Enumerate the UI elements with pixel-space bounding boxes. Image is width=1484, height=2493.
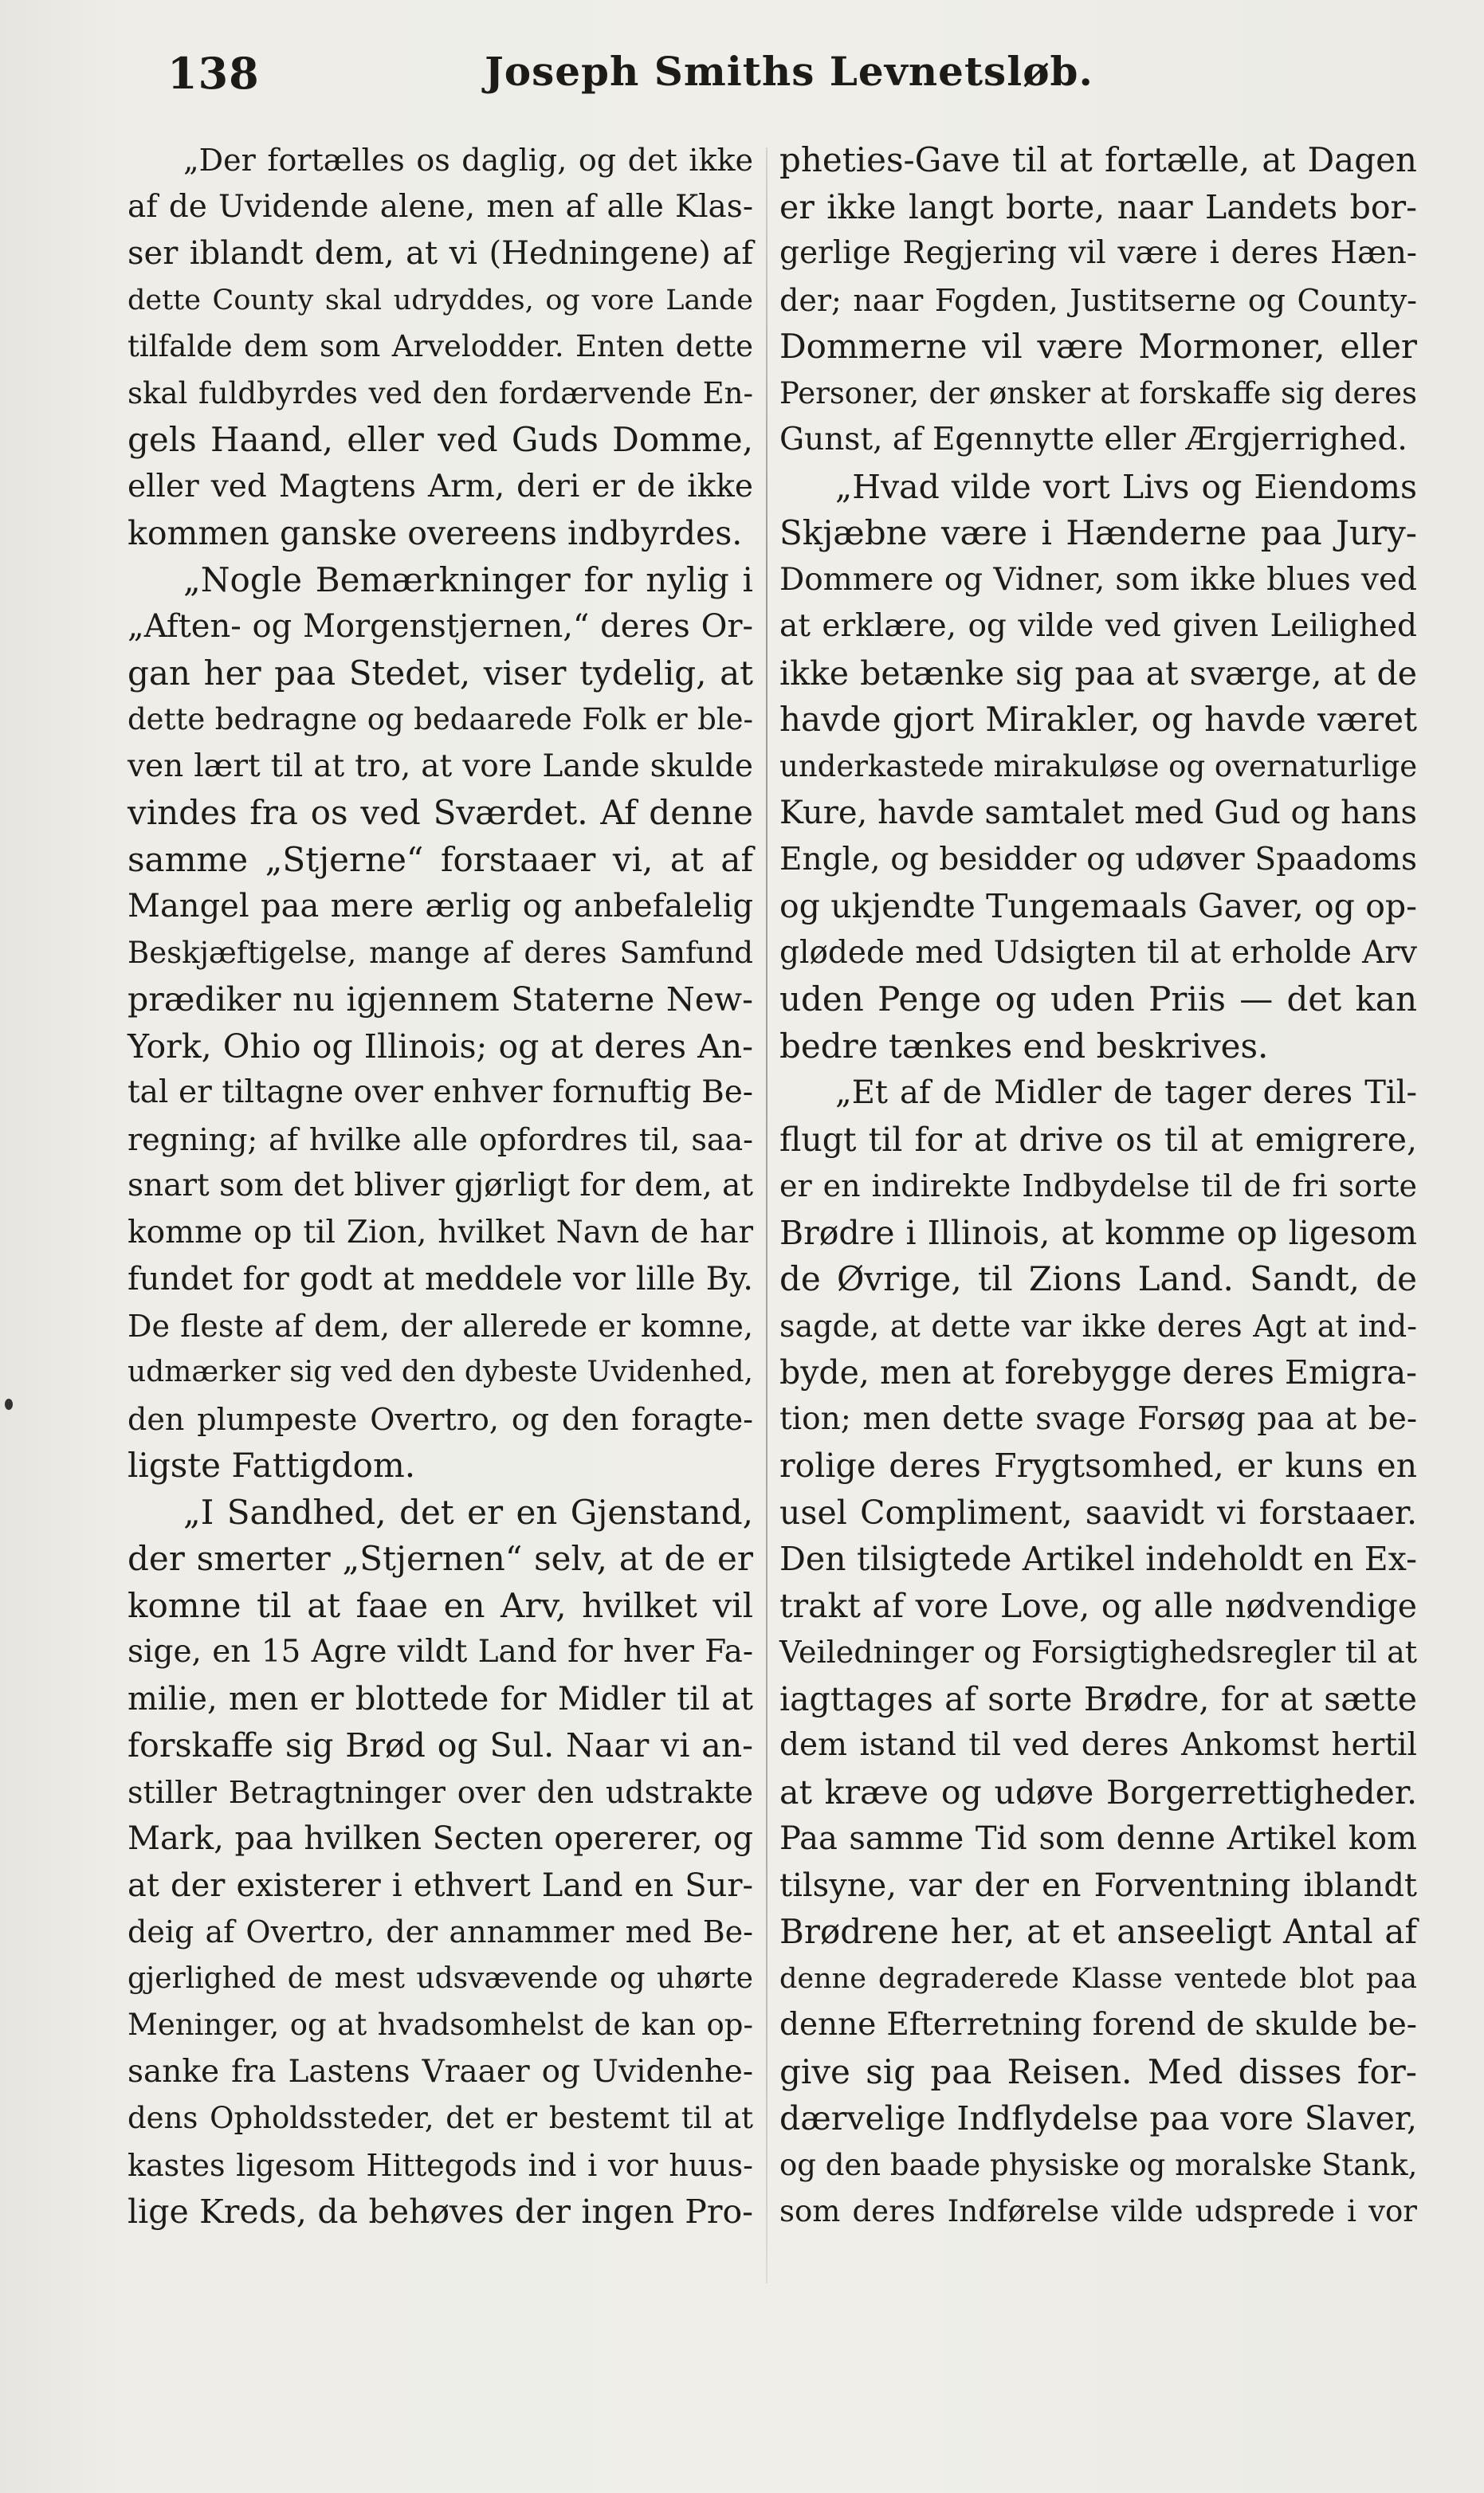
text-line: Beskjæftigelse, mange af deres Samfund	[128, 935, 753, 970]
text-line: rolige deres Frygtsomhed, er kuns en	[779, 1447, 1417, 1485]
text-line: „Nogle Bemærkninger for nylig i	[183, 559, 753, 599]
text-line: byde, men at forebygge deres Emigra-	[779, 1353, 1417, 1392]
left-text-column	[128, 137, 753, 2236]
text-line: „Der fortælles os daglig, og det ikke	[183, 143, 753, 178]
text-line: underkastede mirakuløse og overnaturlige	[779, 748, 1418, 783]
text-line: udmærker sig ved den dybeste Uvidenhed,	[128, 1356, 753, 1388]
text-line: kastes ligesom Hittegods ind i vor huus-	[128, 2147, 753, 2183]
text-line: Skjæbne være i Hænderne paa Jury-	[779, 513, 1417, 552]
text-line: som deres Indførelse vilde udsprede i vor	[779, 2194, 1417, 2228]
column-divider	[766, 147, 768, 2283]
text-line: Kure, havde samtalet med Gud og hans	[779, 795, 1417, 831]
text-line: forskaffe sig Brød og Sul. Naar vi an-	[128, 1726, 753, 1765]
text-line: Meninger, og at hvadsomhelst de kan op-	[128, 2008, 753, 2042]
text-line: Brødre i Illinois, at komme op ligesom	[779, 1213, 1417, 1252]
text-line: tion; men dette svage Forsøg paa at be-	[779, 1400, 1417, 1437]
text-line: Dommerne vil være Mormoner, eller	[779, 327, 1417, 366]
text-line: kommen ganske overeens indbyrdes.	[128, 514, 743, 552]
text-line: ven lært til at tro, at vore Lande skulde	[128, 748, 753, 784]
text-line: ligste Fattigdom.	[128, 1446, 416, 1485]
text-line: bedre tænkes end beskrives.	[779, 1026, 1269, 1066]
text-line: dette bedragne og bedaarede Folk er ble-	[128, 702, 753, 736]
text-line: „Aften- og Morgenstjernen,“ deres Or-	[128, 608, 753, 645]
text-line: sanke fra Lastens Vraaer og Uvidenhe-	[128, 2053, 753, 2090]
text-line: eller ved Magtens Arm, deri er de ikke	[128, 468, 753, 504]
text-line: ikke betænke sig paa at sværge, at de	[779, 654, 1417, 693]
text-line: komne til at faae en Arv, hvilket vil	[128, 1585, 753, 1625]
text-line: regning; af hvilke alle opfordres til, saa-	[128, 1121, 753, 1157]
text-line: give sig paa Reisen. Med disses for-	[779, 2051, 1417, 2091]
text-line: gan her paa Stedet, viser tydelig, at	[128, 653, 753, 693]
text-line: uden Penge og uden Priis — det kan	[779, 980, 1417, 1019]
text-line: denne degraderede Klasse ventede blot paa	[779, 1962, 1417, 1995]
text-line: sagde, at dette var ikke deres Agt at ind-	[779, 1308, 1417, 1344]
text-line: vindes fra os ved Sværdet. Af denne	[128, 793, 753, 832]
text-line: Paa samme Tid som denne Artikel kom	[779, 1820, 1417, 1857]
text-line: Veiledninger og Forsigtighedsregler til at	[779, 1635, 1417, 1670]
text-line: „I Sandhed, det er en Gjenstand,	[183, 1492, 753, 1532]
text-line: glødede med Udsigten til at erholde Arv	[779, 934, 1417, 971]
page-number: 138	[167, 48, 260, 99]
text-line: er en indirekte Indbydelse til de fri sorte	[779, 1168, 1417, 1203]
running-title: Joseph Smiths Levnetsløb.	[485, 48, 1093, 95]
text-line: flugt til for at drive os til at emigrere,	[779, 1120, 1417, 1159]
text-line: tilfalde dem som Arvelodder. Enten dette	[128, 329, 753, 363]
text-line: at der existerer i ethvert Land en Sur-	[128, 1867, 753, 1904]
text-line: dem istand til ved deres Ankomst hertil	[779, 1727, 1417, 1763]
text-line: af de Uvidende alene, men af alle Klas-	[128, 188, 753, 225]
text-line: snart som det bliver gjørligt for dem, at	[128, 1168, 754, 1203]
text-line: trakt af vore Love, og alle nødvendige	[779, 1586, 1417, 1625]
text-line: denne Efterretning forend de skulde be-	[779, 2007, 1417, 2043]
text-line: at kræve og udøve Borgerrettigheder.	[779, 1773, 1417, 1812]
text-line: „Et af de Midler de tager deres Til-	[835, 1074, 1417, 1111]
text-line: og den baade physiske og moralske Stank,	[779, 2147, 1418, 2182]
text-line: deig af Overtro, der annammer med Be-	[128, 1914, 753, 1949]
text-line: gjerlighed de mest udsvævende og uhørte	[128, 1961, 753, 1995]
right-text-column	[779, 137, 1417, 2236]
page-header	[159, 48, 1419, 112]
text-line: prædiker nu igjennem Staterne New-	[128, 980, 753, 1019]
text-line: Engle, og besidder og udøver Spaadoms	[779, 841, 1417, 877]
text-line: tal er tiltagne over enhver fornuftig Be-	[128, 1074, 753, 1110]
text-line: sige, en 15 Agre vildt Land for hver Fa-	[128, 1634, 753, 1670]
text-line: der; naar Fogden, Justitserne og County-	[779, 282, 1417, 318]
text-line: dens Opholdssteder, det er bestemt til at	[128, 2101, 753, 2135]
text-line: Mangel paa mere ærlig og anbefalelig	[128, 888, 753, 925]
text-line: ser iblandt dem, at vi (Hedningene) af	[128, 235, 753, 272]
text-line: iagttages af sorte Brødre, for at sætte	[779, 1679, 1417, 1718]
text-line: gerlige Regjering vil være i deres Hæn-	[779, 235, 1417, 271]
margin-ink-mark	[5, 1399, 13, 1410]
text-line: at erklære, og vilde ved given Leilighed	[779, 608, 1417, 644]
text-line: fundet for godt at meddele vor lille By.	[128, 1261, 753, 1298]
text-line: York, Ohio og Illinois; og at deres An-	[128, 1027, 753, 1066]
text-line: skal fuldbyrdes ved den fordærvende En-	[128, 375, 753, 410]
text-line: „Hvad vilde vort Livs og Eiendoms	[835, 467, 1417, 506]
text-line: milie, men er blottede for Midler til at	[128, 1680, 753, 1718]
text-line: den plumpeste Overtro, og den foragte-	[128, 1401, 753, 1437]
text-line: komme op til Zion, hvilket Navn de har	[128, 1214, 753, 1250]
text-line: pheties-Gave til at fortælle, at Dagen	[779, 140, 1417, 179]
text-line: de Øvrige, til Zions Land. Sandt, de	[779, 1259, 1417, 1298]
text-line: lige Kreds, da behøves der ingen Pro-	[128, 2193, 753, 2231]
text-line: gels Haand, eller ved Guds Domme,	[128, 420, 753, 459]
text-line: tilsyne, var der en Forventning iblandt	[779, 1867, 1417, 1904]
text-line: og ukjendte Tungemaals Gaver, og op-	[779, 887, 1417, 925]
text-line: dærvelige Indflydelse paa vore Slaver,	[779, 2099, 1417, 2138]
text-line: Gunst, af Egennytte eller Ærgjerrighed.	[779, 422, 1407, 457]
text-line: samme „Stjerne“ forstaaer vi, at af	[128, 839, 753, 879]
text-line: Dommere og Vidner, som ikke blues ved	[779, 561, 1417, 598]
text-line: er ikke langt borte, naar Landets bor-	[779, 187, 1417, 226]
text-line: Den tilsigtede Artikel indeholdt en Ex-	[779, 1540, 1417, 1578]
text-line: havde gjort Mirakler, og havde været	[779, 700, 1417, 739]
text-line: Mark, paa hvilken Secten opererer, og	[128, 1820, 753, 1857]
text-line: De fleste af dem, der allerede er komne,	[128, 1308, 753, 1344]
text-line: Personer, der ønsker at forskaffe sig deres	[779, 375, 1417, 410]
text-line: stiller Betragtninger over den udstrakte	[128, 1774, 753, 1810]
text-line: usel Compliment, saavidt vi forstaaer.	[779, 1493, 1417, 1532]
text-line: der smerter „Stjernen“ selv, at de er	[128, 1539, 753, 1578]
text-line: Brødrene her, at et anseeligt Antal af	[779, 1912, 1417, 1951]
text-line: dette County skal udryddes, og vore Lande	[128, 284, 753, 316]
